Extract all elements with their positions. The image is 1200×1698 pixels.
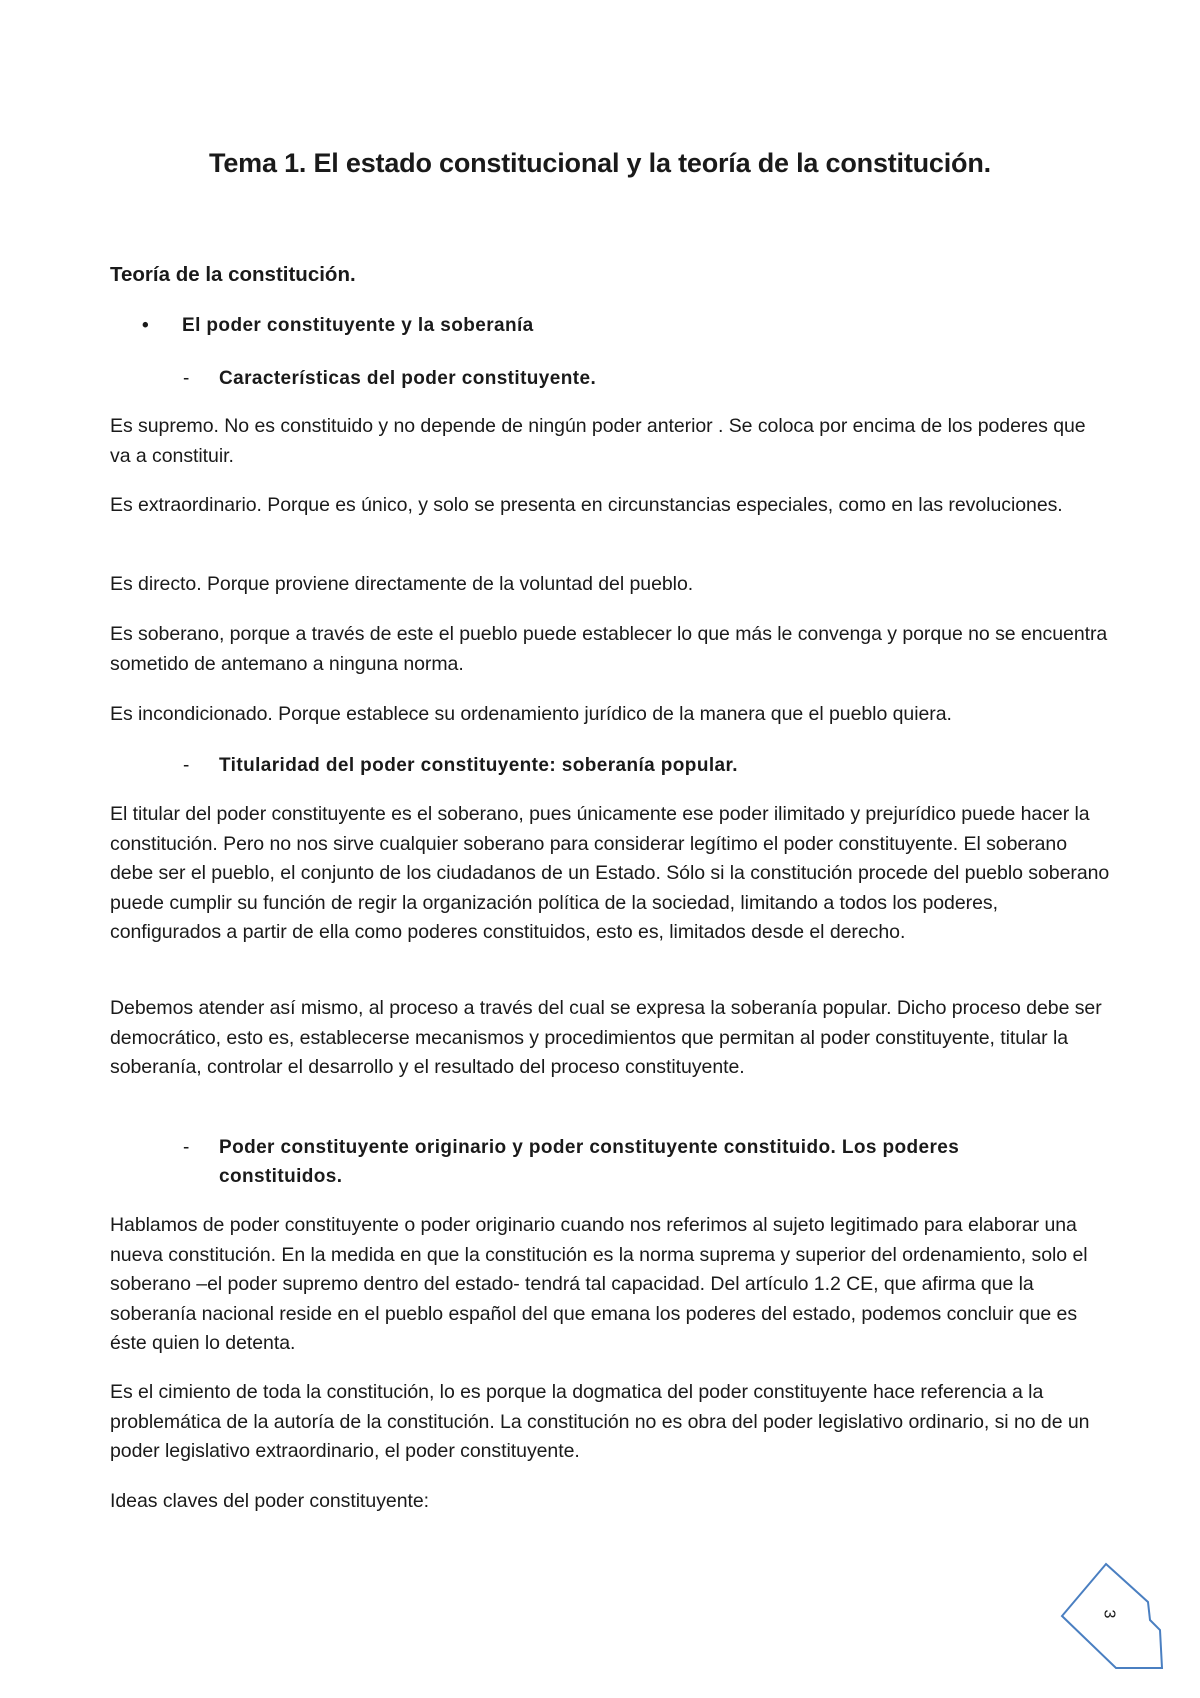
section-heading: Teoría de la constitución. [110,263,356,286]
dash-icon: - [183,368,190,389]
paragraph-ideas: Ideas claves del poder constituyente: [110,1490,430,1512]
paragraph-supremo: Es supremo. No es constituido y no depende de ningún poder anterior . Se coloca por encima de los poderes que va a constituir. [110,415,1086,467]
paragraph-soberano: Es soberano, porque a través de este el pueblo puede establecer lo que más le convenga y porque no se encuentra sometido de antemano a ninguna norma. [110,623,1108,675]
dash-icon: - [183,755,190,776]
subheading-titularidad [183,751,1079,780]
paragraph-incondicionado: Es incondicionado. Porque establece su ordenamiento jurídico de la manera que el pueblo quiera. [110,703,952,725]
paragraph-debemos: Debemos atender así mismo, al proceso a través del cual se expresa la soberanía popular. Dicho proceso debe ser democrático, esto es, establecerse mecanismos y procedimientos que permitan al poder constituyente, titular la soberanía, controlar el desarrollo y el resultado del proceso constituyente. [110,997,1102,1078]
subheading-text: Poder constituyente originario y poder constituyente constituido. Los poderes constituidos. [219,1137,960,1187]
bullet-item-text: El poder constituyente y la soberanía [182,315,534,336]
subheading-text: Titularidad del poder constituyente: soberanía popular. [219,755,738,776]
paragraph-cimiento: Es el cimiento de toda la constitución, lo es porque la dogmatica del poder constituyente hace referencia a la problemática de la autoría de la constitución. La constitución no es obra del poder legislativo ordinario, si no de un poder legislativo extraordinario, el poder constituyente. [110,1381,1090,1462]
paragraph-titular: El titular del poder constituyente es el soberano, pues únicamente ese poder ilimitado y prejurídico puede hacer la constitución. Pero no nos sirve cualquier soberano para considerar legítimo el poder constituyente. El soberano debe ser el pueblo, el conjunto de los ciudadanos de un Estado. Sólo si la constitución procede del pueblo soberano puede cumplir su función de regir la organización política de la sociedad, limitando a todos los poderes, configurados a partir de ella como poderes constituidos, esto es, limitados desde el derecho. [110,803,1110,943]
paragraph-extraordinario: Es extraordinario. Porque es único, y solo se presenta en circunstancias especiales, como en las revoluciones. [110,494,1063,516]
subheading-caracteristicas [183,364,1079,393]
document-title: Tema 1. El estado constitucional y la teoría de la constitución. [209,148,991,178]
bullet-item [142,315,534,337]
bullet-icon: • [142,315,150,336]
paragraph-directo: Es directo. Porque proviene directamente de la voluntad del pueblo. [110,573,694,595]
subheading-originario [183,1133,1079,1191]
paragraph-hablamos: Hablamos de poder constituyente o poder originario cuando nos referimos al sujeto legitimado para elaborar una nueva constitución. En la medida en que la constitución es la norma suprema y superior del ordenamiento, solo el soberano –el poder supremo dentro del estado- tendrá tal capacidad. Del artículo 1.2 CE, que afirma que la soberanía nacional reside en el pueblo español del que emana los poderes del estado, podemos concluir que es éste quien lo detenta. [110,1214,1088,1354]
page-number: 3 [1100,1609,1118,1619]
subheading-text: Características del poder constituyente. [219,368,597,389]
dash-icon: - [183,1137,190,1158]
